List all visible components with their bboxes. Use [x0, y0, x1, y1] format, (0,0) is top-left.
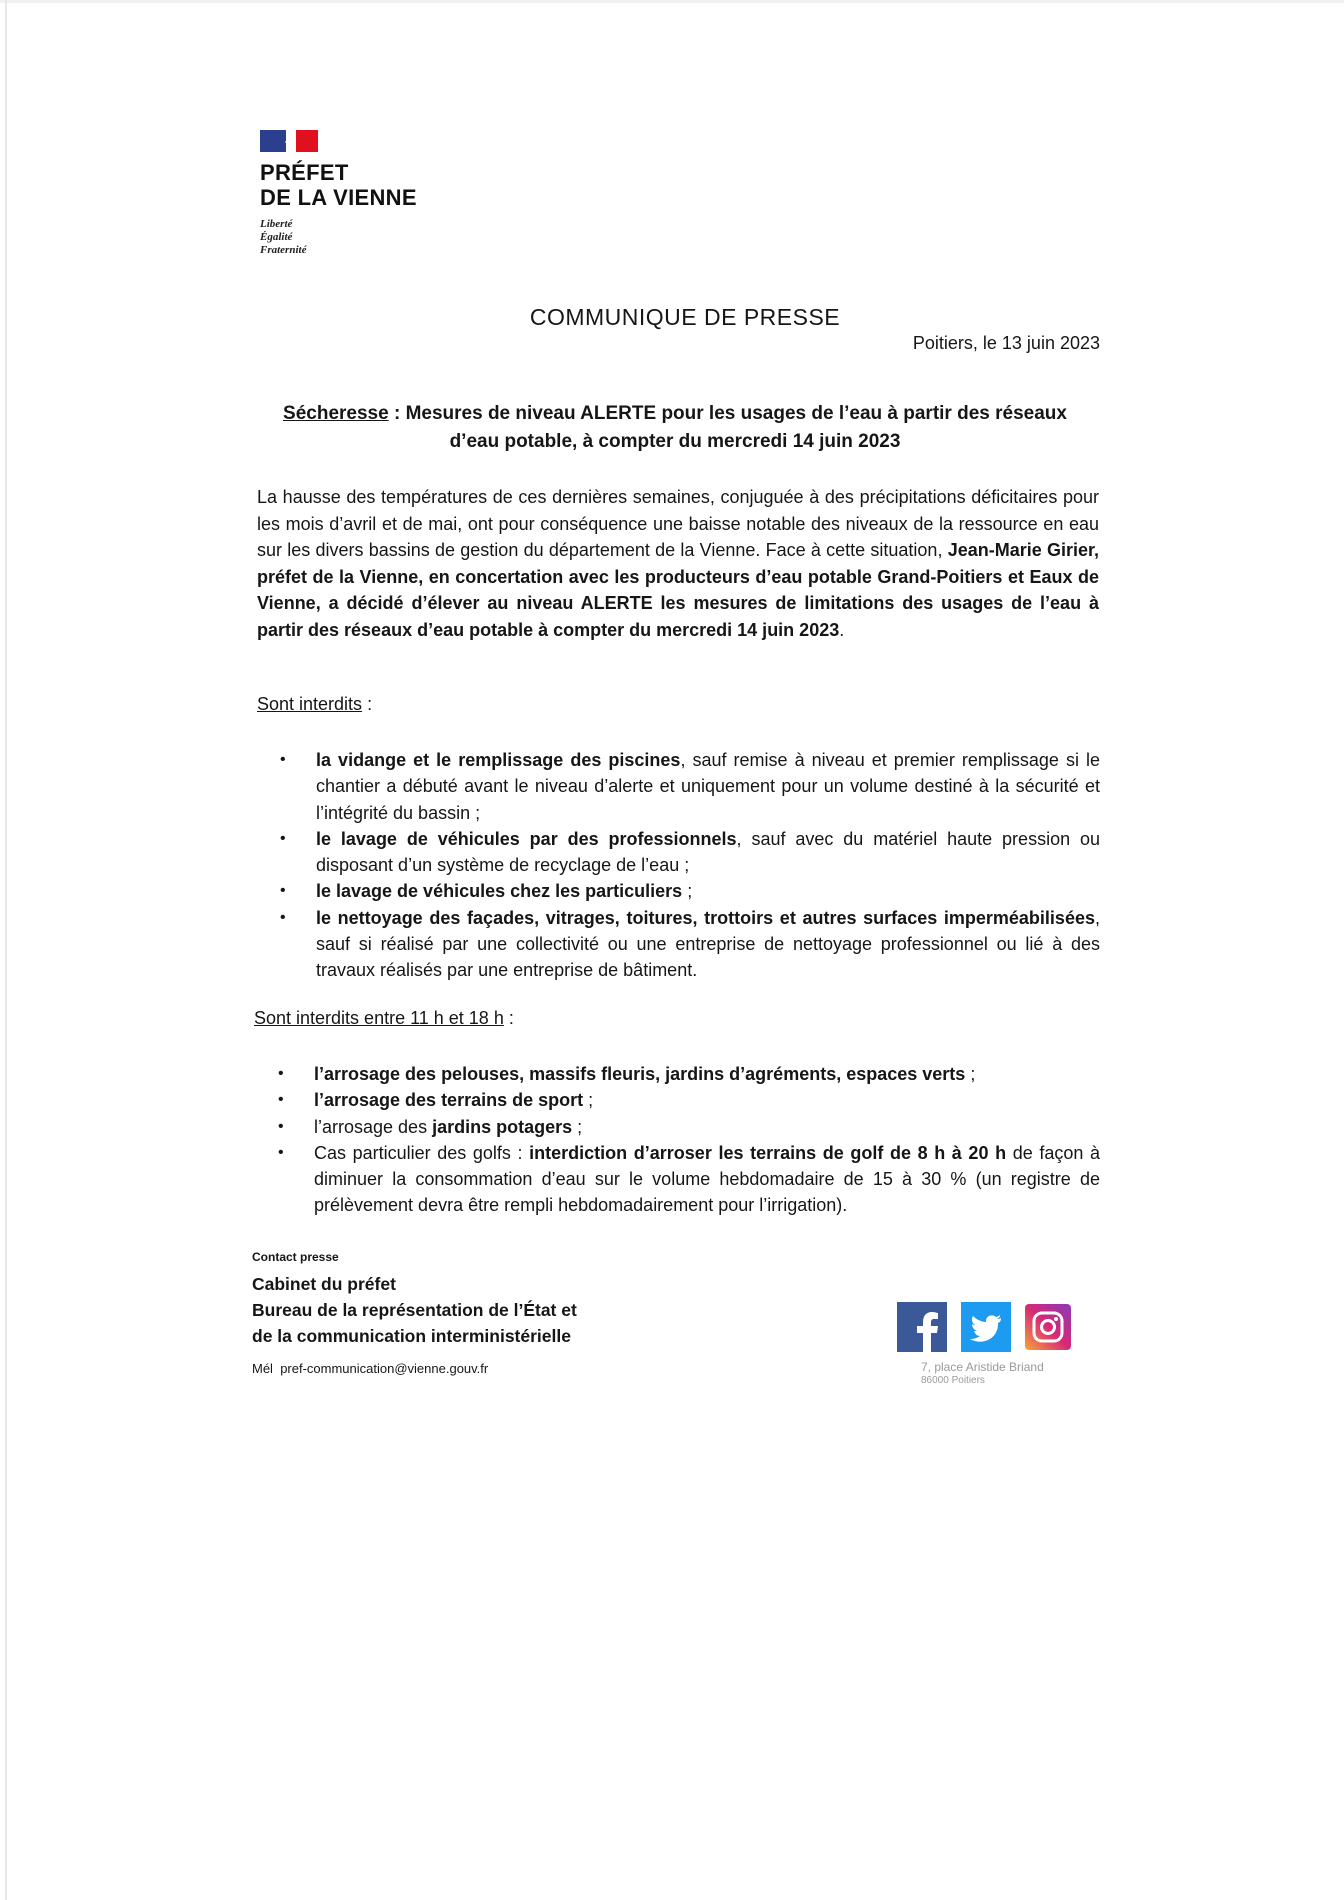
- headline-line-1: [250, 400, 1100, 428]
- intro-paragraph: [257, 484, 1099, 643]
- list-item-text: ;: [572, 1116, 583, 1137]
- section-2-label: Sont interdits entre 11 h et 18 h: [254, 1008, 504, 1028]
- intro-text: La hausse des températures de ces dernières semaines, conjuguée à des précipitations déficitaires pour les mois d’avril et de mai, ont pour conséquence une baisse notable des niveaux de la ressource en eau sur les divers bassins de gestion du département de la Vienne. Face à cette situation,: [257, 487, 1099, 560]
- list-item-bold: le lavage de véhicules par des professionnels: [316, 828, 737, 849]
- list-item: [278, 1087, 1100, 1113]
- list-item-text: ;: [965, 1064, 976, 1084]
- prefecture-logo: [260, 130, 417, 257]
- list-item: [280, 747, 1100, 826]
- contact-org-line-3: de la communication interministérielle: [252, 1326, 571, 1346]
- section-2-heading: [254, 1008, 514, 1029]
- address-city: 86000 Poitiers: [921, 1375, 985, 1386]
- headline-topic: Sécheresse: [283, 403, 389, 424]
- press-contact: [252, 1249, 577, 1377]
- list-item-text: de façon à diminuer la consommation d’eau sur le volume hebdomadaire de 15 à 30 % (un registre de prélèvement devra être rempli hebdomadairement pour l’irrigation).: [314, 1142, 1100, 1216]
- instagram-icon[interactable]: [1025, 1304, 1071, 1350]
- contact-label: Contact presse: [252, 1250, 339, 1264]
- intro-end: .: [839, 619, 845, 640]
- headline-line-2: d’eau potable, à compter du mercredi 14 juin 2023: [449, 431, 901, 452]
- section-1-heading: [257, 694, 372, 715]
- list-item: [278, 1061, 1100, 1087]
- list-item-bold: le lavage de véhicules chez les particuliers: [316, 881, 683, 902]
- list-item-bold: l’arrosage des pelouses, massifs fleuris, jardins d’agréments, espaces verts: [314, 1064, 966, 1084]
- contact-organization: [252, 1271, 577, 1349]
- list-item: [280, 826, 1100, 879]
- headline-line-1-text: : Mesures de niveau ALERTE pour les usages de l’eau à partir des réseaux: [388, 403, 1067, 424]
- list-item: [280, 905, 1100, 984]
- document-title: COMMUNIQUE DE PRESSE: [529, 304, 841, 330]
- motto-egalite: Égalité: [260, 231, 293, 243]
- list-item: [280, 878, 1100, 904]
- prefecture-line-2: DE LA VIENNE: [260, 185, 417, 210]
- list-item-bold: la vidange et le remplissage des piscines: [316, 750, 681, 770]
- social-links: [897, 1302, 1071, 1352]
- list-item-bold: l’arrosage des terrains de sport: [314, 1090, 584, 1111]
- list-item-text: , sauf remise à niveau et premier remplissage si le chantier a débuté avant le niveau d’alerte et uniquement pour un volume destiné à la sécurité et l’intégrité du bassin ;: [316, 750, 1100, 823]
- email-label: Mél: [252, 1361, 273, 1376]
- list-item-bold: jardins potagers: [432, 1116, 573, 1137]
- list-item-pre: l’arrosage des: [314, 1116, 433, 1137]
- prefecture-address: [921, 1360, 1044, 1388]
- scan-top-edge: [0, 0, 1344, 3]
- address-street: 7, place Aristide Briand: [921, 1360, 1044, 1374]
- contact-email[interactable]: pref-communication@vienne.gouv.fr: [280, 1361, 489, 1376]
- document-date: Poitiers, le 13 juin 2023: [912, 333, 1100, 353]
- republic-motto: [260, 218, 417, 257]
- list-item: [278, 1114, 1100, 1140]
- list-item-bold: interdiction d’arroser les terrains de golf de 8 h à 20 h: [529, 1142, 1007, 1163]
- section-1-label: Sont interdits: [257, 694, 363, 714]
- contact-org-line-2: Bureau de la représentation de l’État et: [252, 1300, 577, 1320]
- list-item-text: ;: [583, 1090, 594, 1111]
- contact-email-line: [252, 1361, 577, 1377]
- headline: [250, 400, 1100, 456]
- list-item-pre: Cas particulier des golfs :: [314, 1142, 530, 1163]
- motto-fraternite: Fraternité: [260, 244, 307, 256]
- motto-liberte: Liberté: [260, 218, 293, 230]
- prefecture-name: [260, 160, 417, 210]
- section-1-list: [280, 747, 1100, 984]
- list-item-bold: le nettoyage des façades, vitrages, toitures, trottoirs et autres surfaces imperméabilisées: [316, 907, 1095, 928]
- prefecture-line-1: PRÉFET: [260, 160, 349, 185]
- intro-bold-text: Jean-Marie Girier, préfet de la Vienne, en concertation avec les producteurs d’eau potable Grand-Poitiers et Eaux de Vienne, a décidé d’élever au niveau ALERTE les mesures de limitations des usages de l’eau à partir des réseaux d’eau potable à compter du mercredi 14 juin 2023: [257, 540, 1100, 640]
- list-item: [278, 1140, 1100, 1219]
- section-2-suffix: :: [503, 1008, 514, 1028]
- section-1-suffix: :: [362, 694, 373, 714]
- section-2-list: [278, 1061, 1100, 1219]
- list-item-text: ;: [682, 881, 693, 902]
- facebook-icon[interactable]: [897, 1302, 947, 1352]
- scan-left-edge: [5, 0, 7, 1900]
- list-item-text: , sauf avec du matériel haute pression ou disposant d’un système de recyclage de l’eau ;: [316, 828, 1101, 876]
- contact-org-line-1: Cabinet du préfet: [252, 1274, 396, 1294]
- marianne-flag-icon: [260, 130, 318, 152]
- list-item-text: , sauf si réalisé par une collectivité ou une entreprise de nettoyage professionnel ou lié à des travaux réalisés par une entreprise de bâtiment.: [316, 907, 1100, 981]
- twitter-icon[interactable]: [961, 1302, 1011, 1352]
